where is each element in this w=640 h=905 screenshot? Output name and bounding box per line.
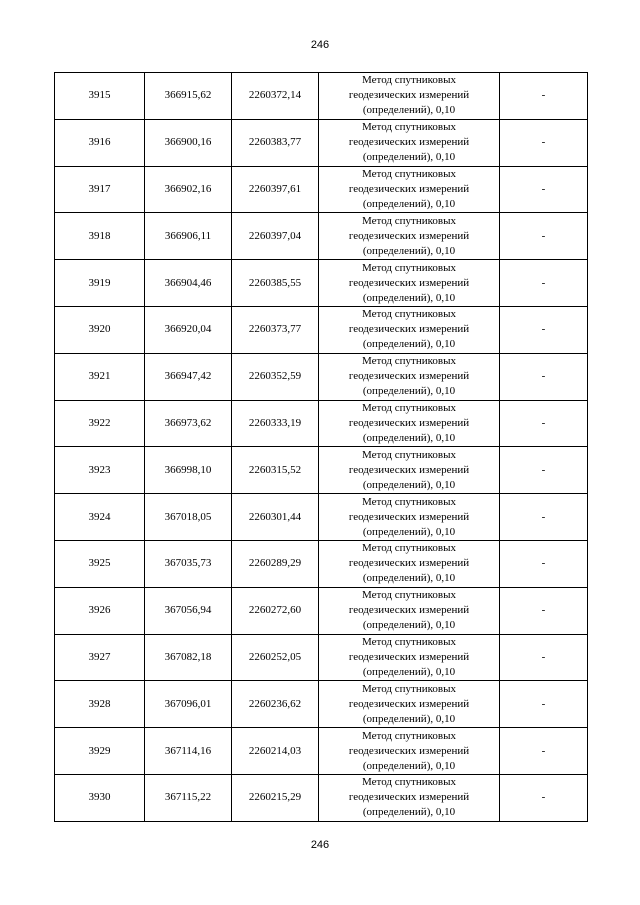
x-coordinate-text: 366920,04 [164, 323, 212, 336]
x-coordinate-cell [145, 587, 232, 634]
y-coordinate-text: 2260214,03 [248, 744, 302, 757]
method-cell [319, 260, 500, 307]
x-coordinate-cell [145, 73, 232, 120]
x-coordinate-text: 366947,42 [164, 370, 212, 383]
method-cell [319, 681, 500, 728]
point-number-text: 3929 [88, 744, 111, 757]
method-text: Метод спутниковых геодезических измерений (определений), 0,10 [348, 542, 470, 585]
x-coordinate-cell [145, 540, 232, 587]
y-coordinate-cell [232, 73, 319, 120]
method-text: Метод спутниковых геодезических измерений (определений), 0,10 [348, 729, 470, 772]
y-coordinate-text: 2260372,14 [248, 89, 302, 102]
point-number-cell [55, 306, 145, 353]
y-coordinate-text: 2260272,60 [248, 604, 302, 617]
x-coordinate-text: 367114,16 [164, 744, 212, 757]
description-text: - [541, 229, 546, 242]
y-coordinate-cell [232, 587, 319, 634]
method-cell [319, 400, 500, 447]
point-number-text: 3926 [88, 604, 111, 617]
x-coordinate-cell [145, 166, 232, 213]
point-number-text: 3920 [88, 323, 111, 336]
table-row [55, 681, 588, 728]
point-number-text: 3915 [88, 89, 111, 102]
method-text: Метод спутниковых геодезических измерений (определений), 0,10 [348, 448, 470, 491]
method-cell [319, 73, 500, 120]
description-cell [500, 213, 588, 260]
description-cell [500, 774, 588, 821]
table-row [55, 400, 588, 447]
x-coordinate-text: 367082,18 [164, 650, 212, 663]
y-coordinate-cell [232, 119, 319, 166]
method-cell [319, 213, 500, 260]
point-number-text: 3925 [88, 557, 111, 570]
table-row [55, 260, 588, 307]
description-text: - [541, 89, 546, 102]
point-number-text: 3930 [88, 791, 111, 804]
point-number-text: 3921 [88, 370, 111, 383]
method-text: Метод спутниковых геодезических измерений (определений), 0,10 [348, 121, 470, 164]
x-coordinate-cell [145, 681, 232, 728]
description-cell [500, 166, 588, 213]
x-coordinate-text: 367035,73 [164, 557, 212, 570]
x-coordinate-cell [145, 306, 232, 353]
x-coordinate-cell [145, 400, 232, 447]
y-coordinate-text: 2260397,61 [248, 182, 302, 195]
y-coordinate-text: 2260383,77 [248, 136, 302, 149]
method-cell [319, 634, 500, 681]
point-number-cell [55, 587, 145, 634]
method-text: Метод спутниковых геодезических измерений (определений), 0,10 [348, 635, 470, 678]
point-number-cell [55, 728, 145, 775]
table-row [55, 73, 588, 120]
method-cell [319, 306, 500, 353]
method-text: Метод спутниковых геодезических измерений (определений), 0,10 [348, 401, 470, 444]
point-number-cell [55, 634, 145, 681]
y-coordinate-cell [232, 494, 319, 541]
description-cell [500, 73, 588, 120]
x-coordinate-cell [145, 728, 232, 775]
point-number-cell [55, 494, 145, 541]
x-coordinate-text: 366998,10 [164, 463, 212, 476]
y-coordinate-text: 2260252,05 [248, 650, 302, 663]
y-coordinate-cell [232, 540, 319, 587]
method-cell [319, 166, 500, 213]
x-coordinate-text: 366904,46 [164, 276, 212, 289]
y-coordinate-text: 2260236,62 [248, 697, 302, 710]
x-coordinate-text: 366902,16 [164, 182, 212, 195]
description-cell [500, 681, 588, 728]
description-text: - [541, 182, 546, 195]
description-text: - [541, 276, 546, 289]
table-row [55, 540, 588, 587]
description-cell [500, 400, 588, 447]
y-coordinate-cell [232, 728, 319, 775]
point-number-text: 3928 [88, 697, 111, 710]
table-body [55, 73, 588, 822]
x-coordinate-cell [145, 353, 232, 400]
y-coordinate-text: 2260315,52 [248, 463, 302, 476]
y-coordinate-text: 2260301,44 [248, 510, 302, 523]
y-coordinate-text: 2260373,77 [248, 323, 302, 336]
description-text: - [541, 416, 546, 429]
method-text: Метод спутниковых геодезических измерений (определений), 0,10 [348, 167, 470, 210]
method-text: Метод спутниковых геодезических измерений (определений), 0,10 [348, 589, 470, 632]
point-number-text: 3922 [88, 416, 111, 429]
description-text: - [541, 650, 546, 663]
point-number-cell [55, 73, 145, 120]
y-coordinate-cell [232, 166, 319, 213]
y-coordinate-cell [232, 260, 319, 307]
method-text: Метод спутниковых геодезических измерений (определений), 0,10 [348, 355, 470, 398]
method-cell [319, 540, 500, 587]
method-text: Метод спутниковых геодезических измерений (определений), 0,10 [348, 214, 470, 257]
y-coordinate-text: 2260289,29 [248, 557, 302, 570]
y-coordinate-text: 2260215,29 [248, 791, 302, 804]
method-text: Метод спутниковых геодезических измерений (определений), 0,10 [348, 308, 470, 351]
description-text: - [541, 463, 546, 476]
x-coordinate-text: 366906,11 [164, 229, 212, 242]
y-coordinate-cell [232, 400, 319, 447]
description-text: - [541, 557, 546, 570]
table-row [55, 728, 588, 775]
y-coordinate-cell [232, 774, 319, 821]
point-number-text: 3918 [88, 229, 111, 242]
method-text: Метод спутниковых геодезических измерений (определений), 0,10 [348, 495, 470, 538]
method-text: Метод спутниковых геодезических измерений (определений), 0,10 [348, 261, 470, 304]
x-coordinate-cell [145, 447, 232, 494]
description-text: - [541, 791, 546, 804]
method-text: Метод спутниковых геодезических измерений (определений), 0,10 [348, 776, 470, 819]
description-cell [500, 447, 588, 494]
description-text: - [541, 323, 546, 336]
point-number-text: 3917 [88, 182, 111, 195]
table-row [55, 306, 588, 353]
x-coordinate-text: 367115,22 [164, 791, 212, 804]
method-cell [319, 353, 500, 400]
method-cell [319, 494, 500, 541]
point-number-cell [55, 774, 145, 821]
table-row [55, 774, 588, 821]
description-text: - [541, 370, 546, 383]
table-row [55, 353, 588, 400]
page-number-top: 246 [310, 39, 330, 51]
description-cell [500, 353, 588, 400]
description-cell [500, 306, 588, 353]
table-row [55, 213, 588, 260]
y-coordinate-cell [232, 306, 319, 353]
x-coordinate-cell [145, 213, 232, 260]
y-coordinate-text: 2260397,04 [248, 229, 302, 242]
table-row [55, 447, 588, 494]
method-cell [319, 728, 500, 775]
table-row [55, 587, 588, 634]
y-coordinate-text: 2260385,55 [248, 276, 302, 289]
point-number-text: 3924 [88, 510, 111, 523]
description-cell [500, 634, 588, 681]
description-text: - [541, 136, 546, 149]
description-cell [500, 540, 588, 587]
point-number-cell [55, 166, 145, 213]
table-row [55, 494, 588, 541]
table-row [55, 166, 588, 213]
point-number-cell [55, 213, 145, 260]
method-cell [319, 774, 500, 821]
coordinates-table [54, 72, 588, 822]
point-number-cell [55, 681, 145, 728]
method-cell [319, 587, 500, 634]
point-number-cell [55, 540, 145, 587]
x-coordinate-text: 367096,01 [164, 697, 212, 710]
x-coordinate-text: 366915,62 [164, 89, 212, 102]
table-row [55, 119, 588, 166]
x-coordinate-cell [145, 119, 232, 166]
y-coordinate-text: 2260333,19 [248, 416, 302, 429]
y-coordinate-cell [232, 681, 319, 728]
x-coordinate-text: 367056,94 [164, 604, 212, 617]
description-text: - [541, 510, 546, 523]
table-row [55, 634, 588, 681]
point-number-cell [55, 260, 145, 307]
y-coordinate-text: 2260352,59 [248, 370, 302, 383]
point-number-cell [55, 119, 145, 166]
method-text: Метод спутниковых геодезических измерений (определений), 0,10 [348, 74, 470, 117]
page-number-bottom: 246 [310, 839, 330, 851]
x-coordinate-cell [145, 260, 232, 307]
method-cell [319, 447, 500, 494]
description-text: - [541, 697, 546, 710]
x-coordinate-text: 367018,05 [164, 510, 212, 523]
y-coordinate-cell [232, 213, 319, 260]
point-number-cell [55, 353, 145, 400]
y-coordinate-cell [232, 353, 319, 400]
point-number-cell [55, 400, 145, 447]
description-cell [500, 728, 588, 775]
description-cell [500, 119, 588, 166]
x-coordinate-cell [145, 494, 232, 541]
point-number-text: 3916 [88, 136, 111, 149]
x-coordinate-cell [145, 774, 232, 821]
point-number-cell [55, 447, 145, 494]
description-text: - [541, 604, 546, 617]
y-coordinate-cell [232, 634, 319, 681]
description-text: - [541, 744, 546, 757]
point-number-text: 3927 [88, 650, 111, 663]
method-text: Метод спутниковых геодезических измерений (определений), 0,10 [348, 682, 470, 725]
description-cell [500, 587, 588, 634]
x-coordinate-text: 366973,62 [164, 416, 212, 429]
y-coordinate-cell [232, 447, 319, 494]
point-number-text: 3923 [88, 463, 111, 476]
x-coordinate-text: 366900,16 [164, 136, 212, 149]
description-cell [500, 260, 588, 307]
point-number-text: 3919 [88, 276, 111, 289]
description-cell [500, 494, 588, 541]
x-coordinate-cell [145, 634, 232, 681]
method-cell [319, 119, 500, 166]
